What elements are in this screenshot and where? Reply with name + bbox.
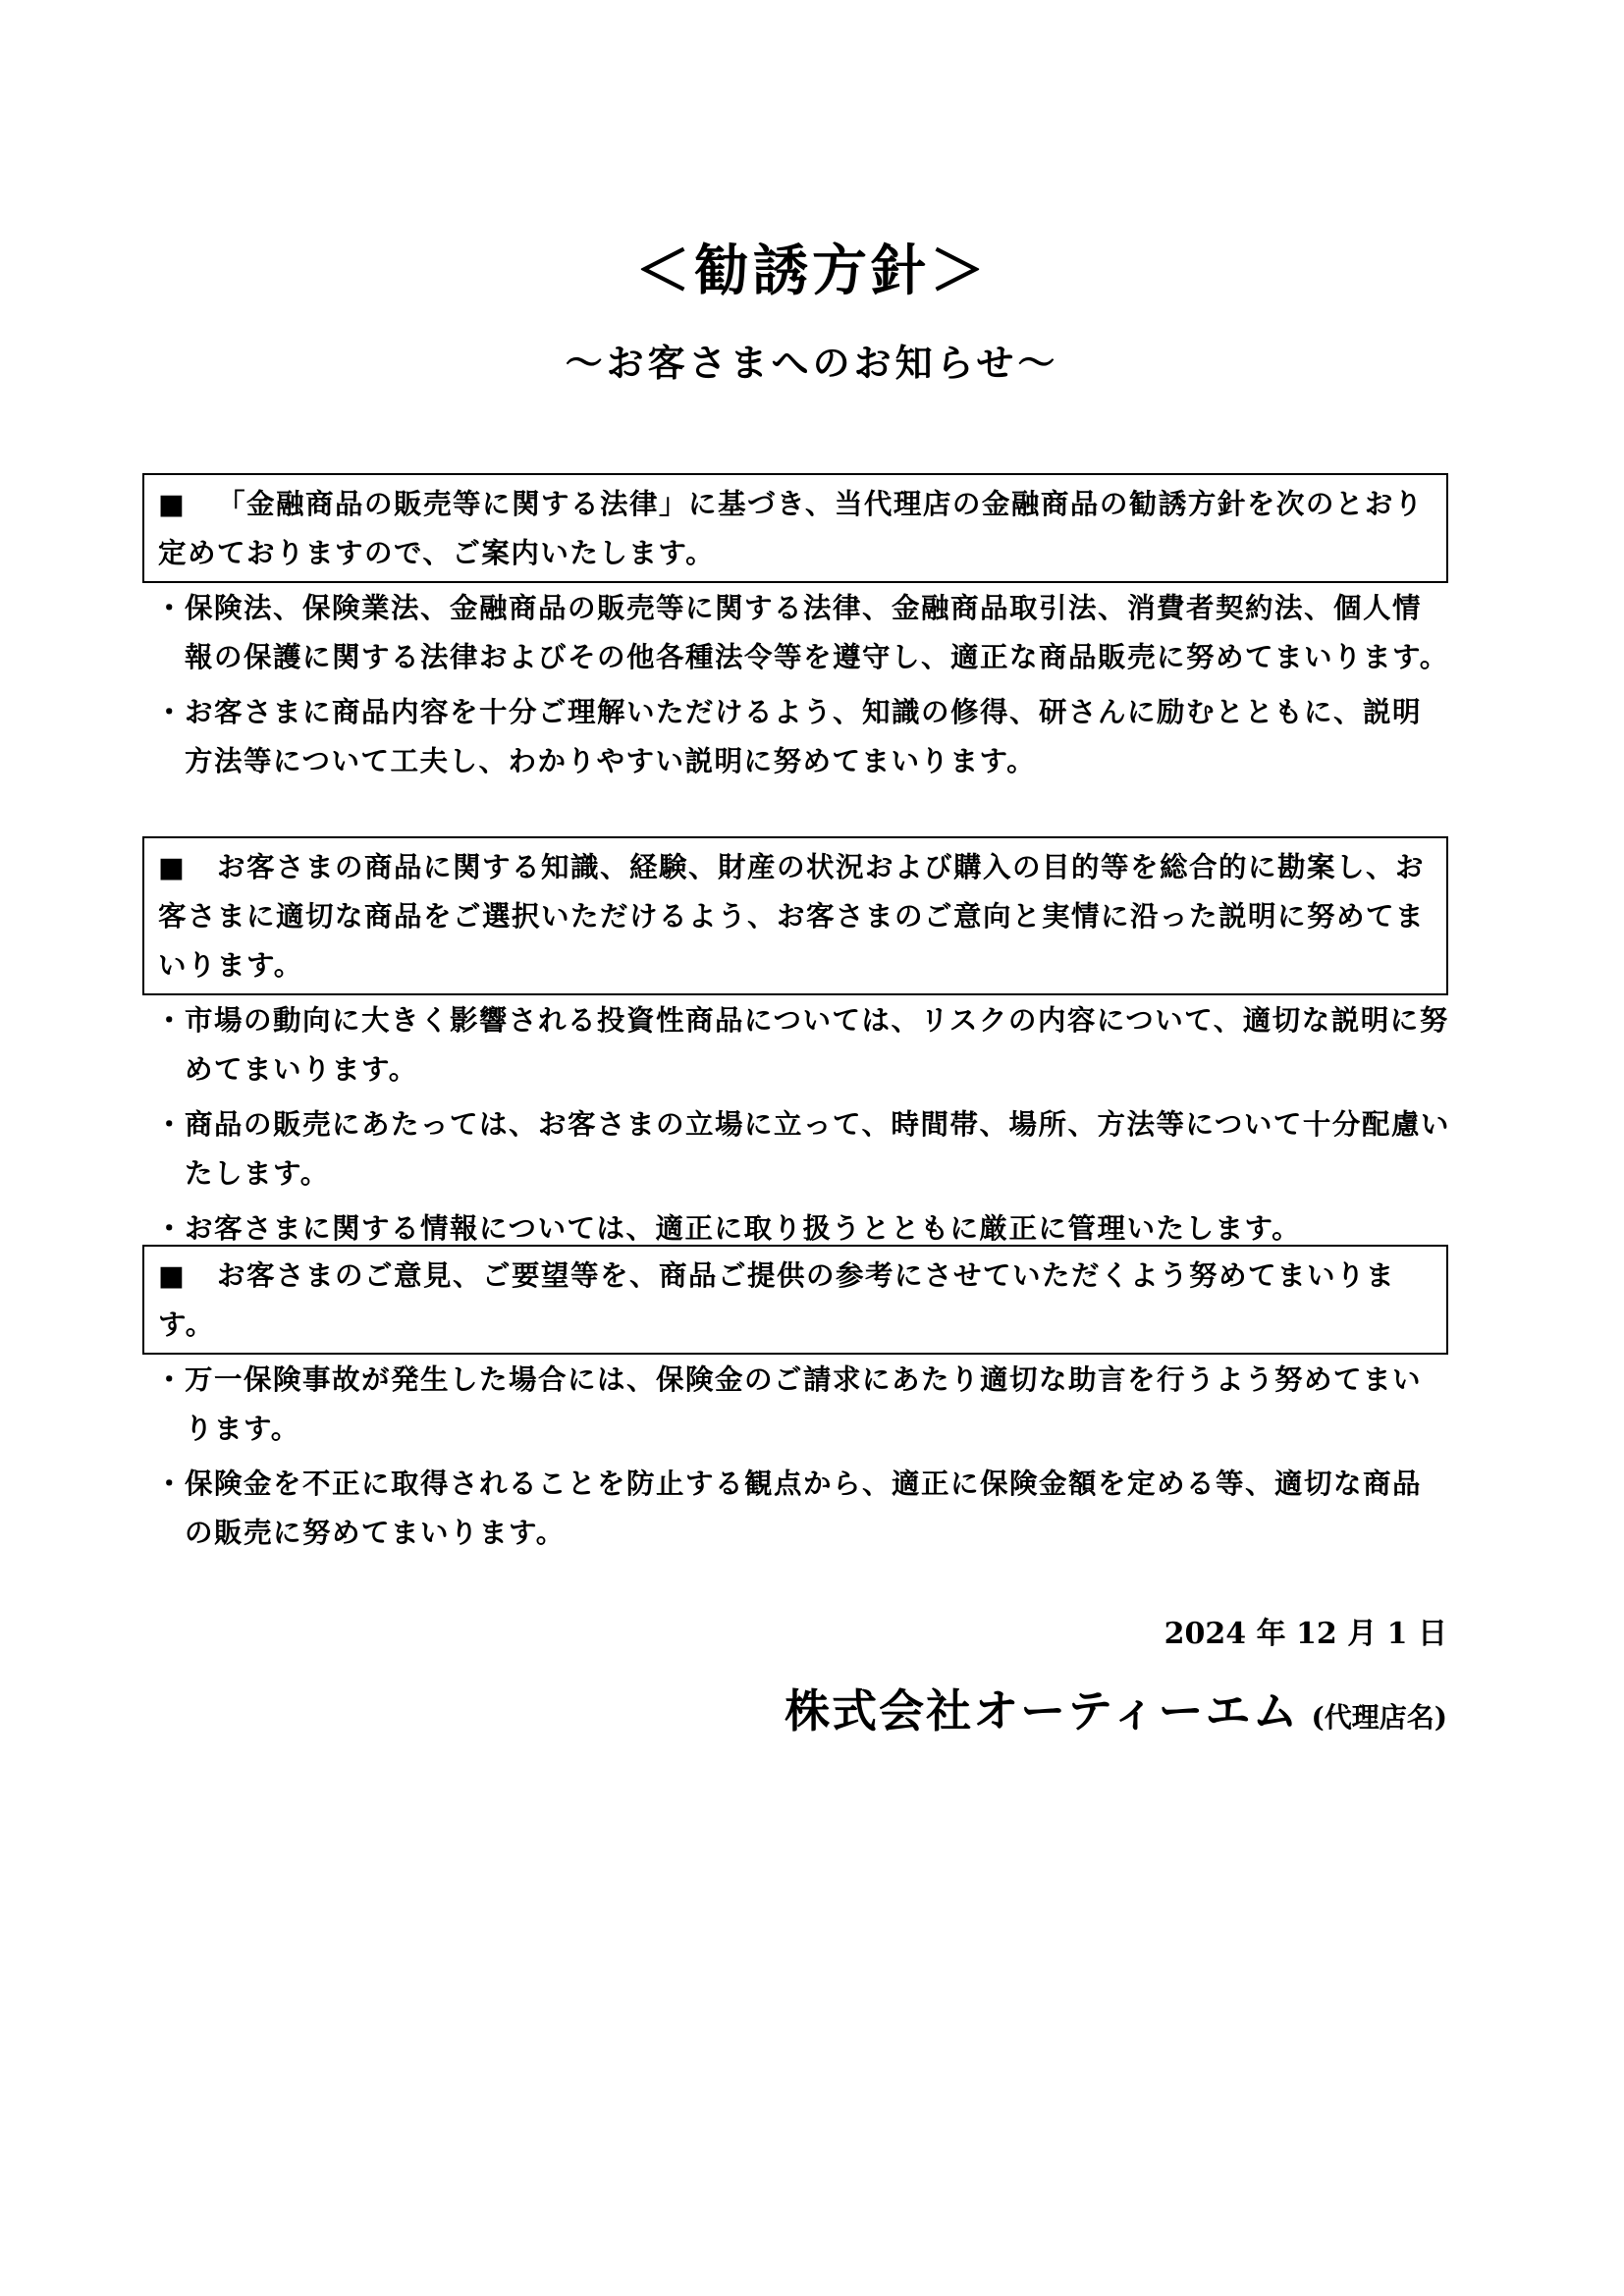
policy-box-text: 「金融商品の販売等に関する法律」に基づき、当代理店の金融商品の勧誘方針を次のとおり定めておりますので、ご案内いたします。 <box>158 487 1424 569</box>
bullet-text: 商品の販売にあたっては、お客さまの立場に立って、時間帯、場所、方法等について十分配慮いたします。 <box>185 1107 1450 1190</box>
list-item <box>155 1099 1451 1198</box>
policy-box-text: お客さまの商品に関する知識、経験、財産の状況および購入の目的等を総合的に勘案し、お客さまに適切な商品をご選択いただけるよう、お客さまのご意向と実情に沿った説明に努めてまいります。 <box>158 850 1426 982</box>
bullet-dot: ・ <box>155 1107 186 1141</box>
company-signature <box>785 1677 1447 1745</box>
bullet-dot: ・ <box>155 1362 186 1396</box>
list-item <box>155 687 1451 785</box>
policy-box-3 <box>142 1245 1448 1355</box>
policy-box-text: お客さまのご意見、ご要望等を、商品ご提供の参考にさせていただくよう努めてまいります。 <box>158 1258 1396 1341</box>
page-subtitle: ～お客さまへのお知らせ～ <box>565 341 1059 385</box>
issue-date: 2024 年 12 月 1 日 <box>1164 1617 1447 1651</box>
list-item <box>155 995 1451 1094</box>
bullet-dot: ・ <box>155 1211 186 1245</box>
bullet-dot: ・ <box>155 1467 186 1500</box>
square-mark-icon: ■ <box>158 850 187 883</box>
bullet-text: お客さまに商品内容を十分ご理解いただけるよう、知識の修得、研さんに励むとともに、説明方法等について工夫し、わかりやすい説明に努めてまいります。 <box>185 695 1423 777</box>
list-item <box>155 1355 1451 1453</box>
bullet-list-3 <box>155 1355 1451 1563</box>
square-mark-icon: ■ <box>158 487 187 520</box>
policy-box-2 <box>142 836 1448 995</box>
list-item <box>155 1459 1451 1557</box>
bullet-text: 万一保険事故が発生した場合には、保険金のご請求にあたり適切な助言を行うよう努めてまいります。 <box>185 1362 1423 1445</box>
bullet-text: 保険法、保険業法、金融商品の販売等に関する法律、金融商品取引法、消費者契約法、個人情報の保護に関する法律およびその他各種法令等を遵守し、適正な商品販売に努めてまいります。 <box>185 591 1449 673</box>
list-item <box>155 583 1451 681</box>
bullet-dot: ・ <box>155 591 186 624</box>
bullet-dot: ・ <box>155 1003 186 1037</box>
bullet-list-1 <box>155 583 1451 791</box>
company-name: 株式会社オーティーエム <box>785 1684 1300 1737</box>
bullet-text: 保険金を不正に取得されることを防止する観点から、適正に保険金額を定める等、適切な商品の販売に努めてまいります。 <box>185 1467 1423 1549</box>
bullet-list-2 <box>155 995 1451 1258</box>
bullet-text: 市場の動向に大きく影響される投資性商品については、リスクの内容について、適切な説明に努めてまいります。 <box>185 1003 1449 1086</box>
page-title: ＜勧誘方針＞ <box>635 239 989 303</box>
bullet-text: お客さまに関する情報については、適正に取り扱うとともに厳正に管理いたします。 <box>185 1211 1302 1245</box>
square-mark-icon: ■ <box>158 1258 187 1292</box>
bullet-dot: ・ <box>155 695 186 728</box>
policy-box-1 <box>142 473 1448 583</box>
company-suffix: (代理店名) <box>1311 1701 1447 1734</box>
